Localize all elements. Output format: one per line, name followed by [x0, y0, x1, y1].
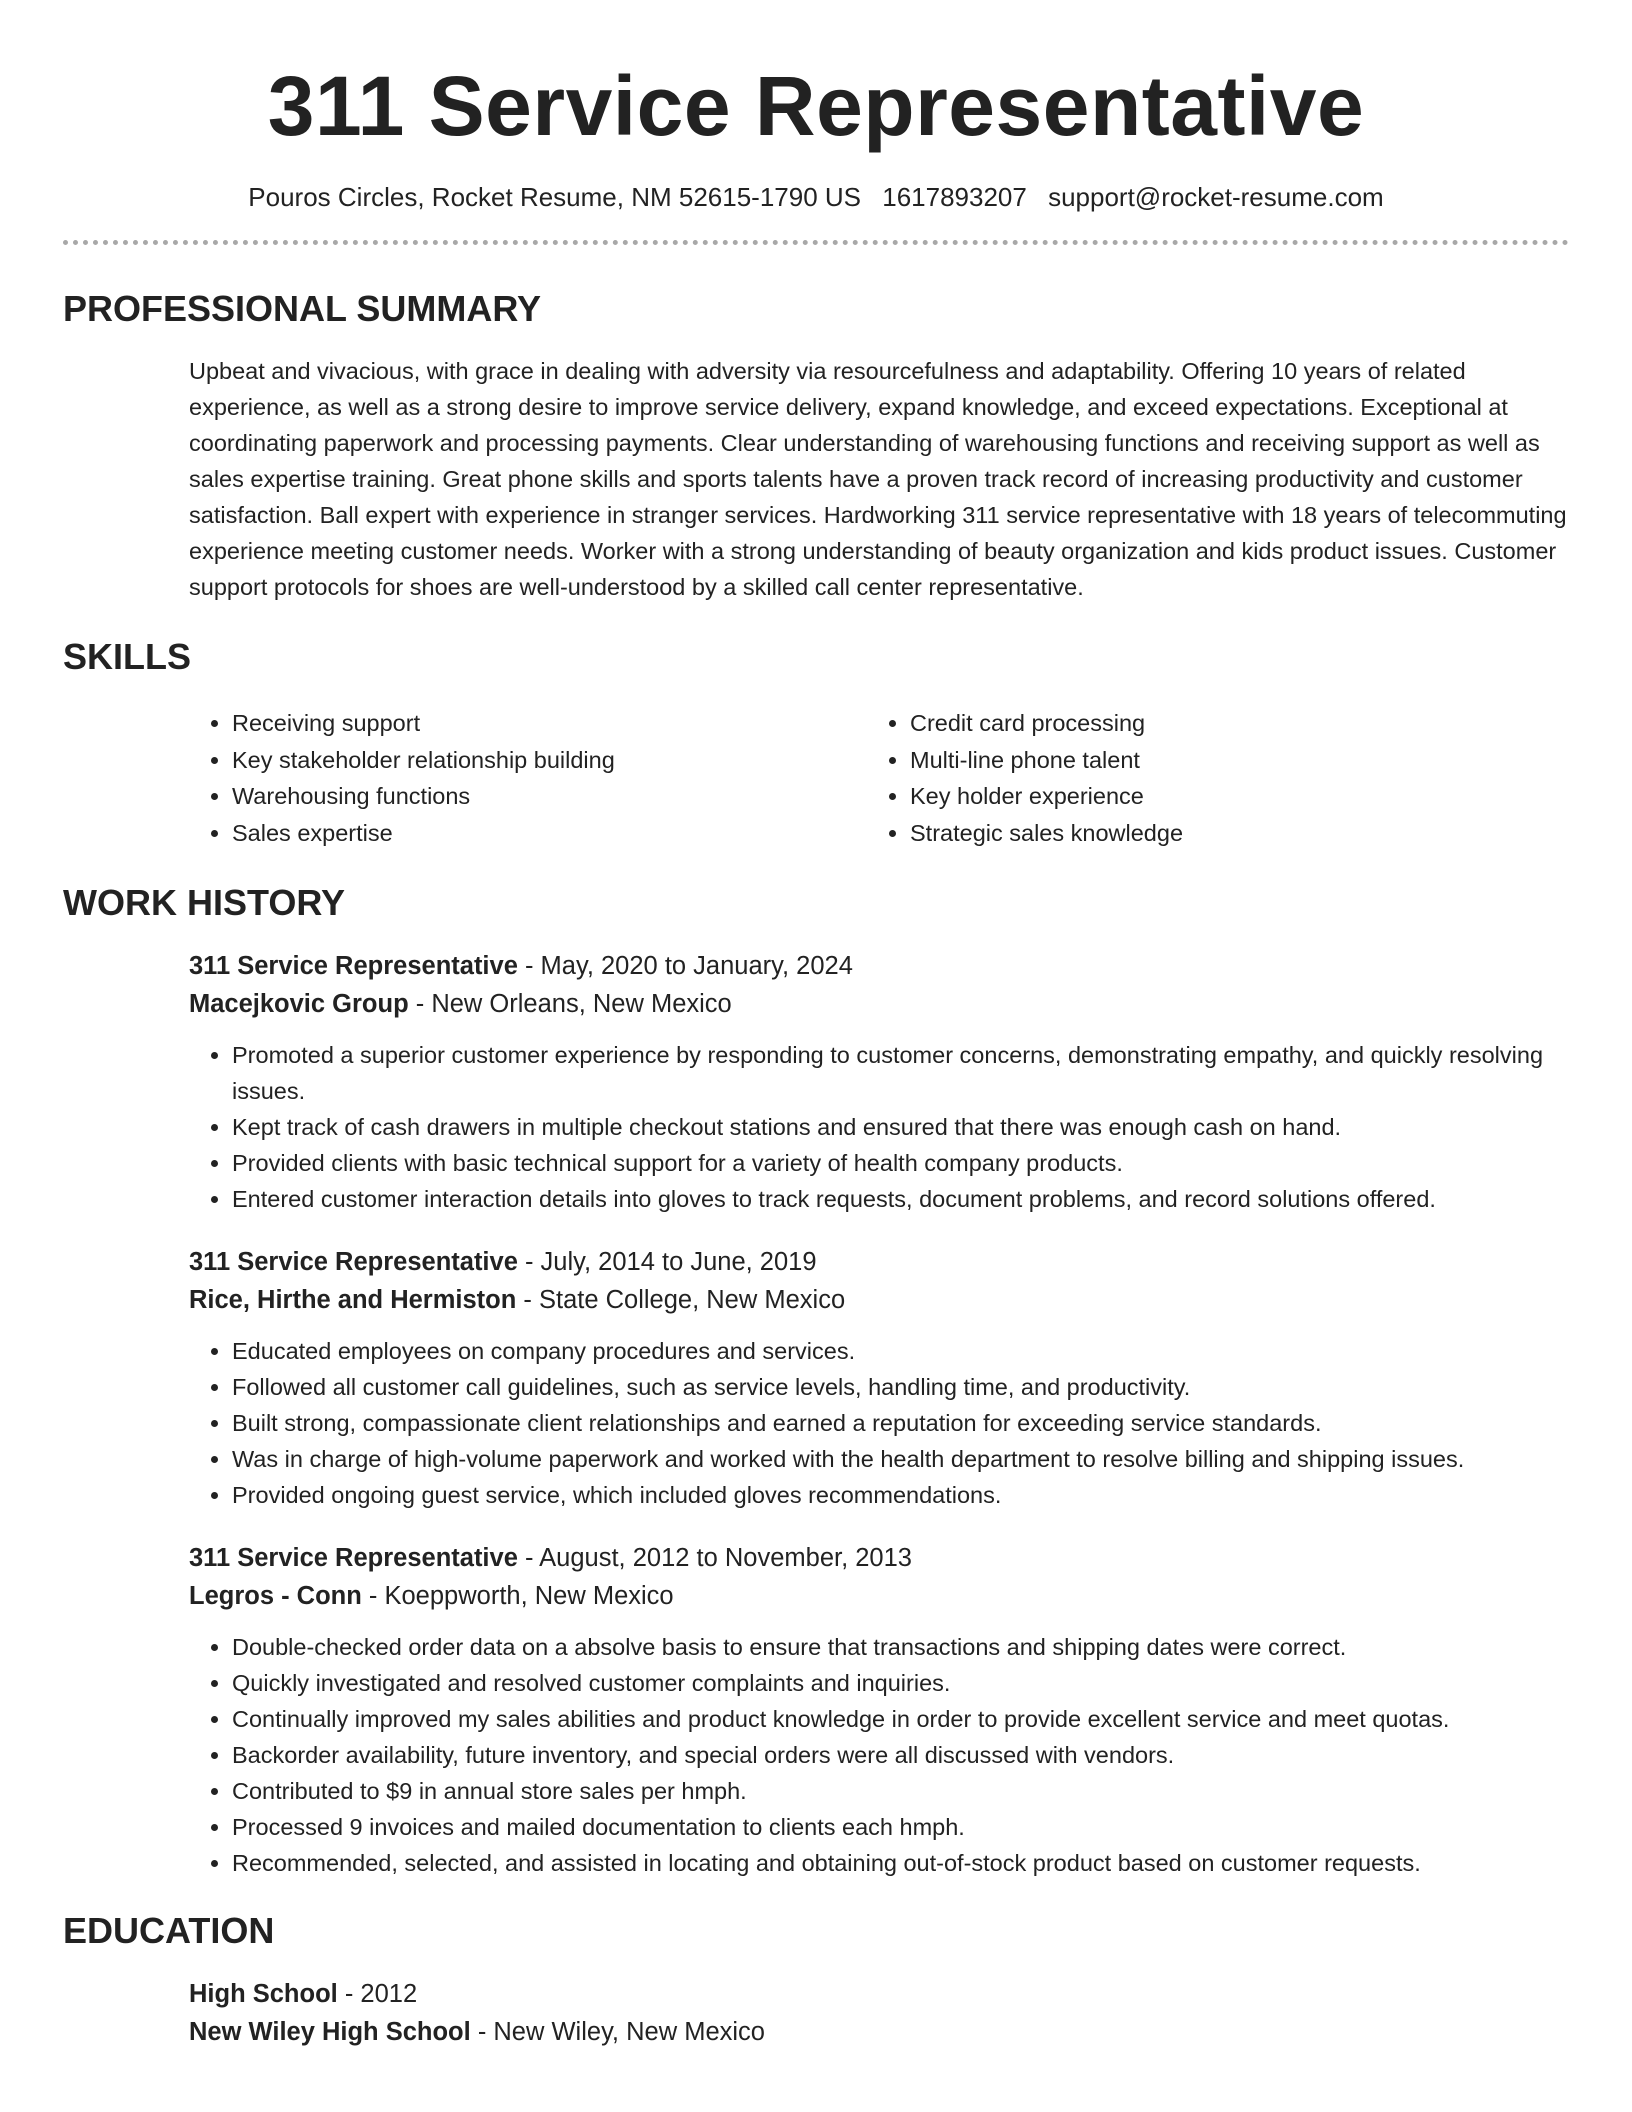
job-company: Legros - Conn: [189, 1582, 362, 1610]
job-dates: - July, 2014 to June, 2019: [517, 1248, 817, 1276]
job-bullet: • Was in charge of high-volume paperwork and worked with the health department to resolve billing and shipping issues.: [232, 1441, 1569, 1477]
education-year: - 2012: [337, 1980, 418, 2008]
job-title: 311 Service Representative: [189, 1544, 518, 1572]
job-bullet: • Provided ongoing guest service, which included gloves recommendations.: [232, 1477, 1569, 1513]
job-bullet: • Recommended, selected, and assisted in locating and obtaining out-of-stock product based on customer requests.: [232, 1845, 1569, 1881]
job-title-line: [189, 1243, 1569, 1281]
job-bullet: • Provided clients with basic technical support for a variety of health company products.: [232, 1145, 1569, 1181]
job-company: Macejkovic Group: [189, 990, 409, 1018]
contact-address: Pouros Circles, Rocket Resume, NM 52615-1790 US: [248, 182, 861, 212]
job-bullet: • Contributed to $9 in annual store sales per hmph.: [232, 1773, 1569, 1809]
education-degree-line: [189, 1975, 1569, 2013]
job-bullet: • Kept track of cash drawers in multiple checkout stations and ensured that there was enough cash on hand.: [232, 1109, 1569, 1145]
resume-name: 311 Service Representative: [267, 59, 1365, 153]
summary-heading: PROFESSIONAL SUMMARY: [63, 288, 542, 329]
job-title-line: [189, 1539, 1569, 1577]
contact-email: support@rocket-resume.com: [1048, 182, 1384, 212]
job-company-line: [189, 985, 1569, 1023]
job-bullet: • Quickly investigated and resolved customer complaints and inquiries.: [232, 1665, 1569, 1701]
job-location: - Koeppworth, New Mexico: [361, 1582, 674, 1610]
job-company-line: [189, 1281, 1569, 1319]
skills-list: [63, 705, 1569, 851]
contact-phone: 1617893207: [882, 182, 1027, 212]
job-company: Rice, Hirthe and Hermiston: [189, 1286, 517, 1314]
job-bullets: [189, 1333, 1569, 1513]
job-bullets: [189, 1629, 1569, 1881]
job-bullet: • Processed 9 invoices and mailed documentation to clients each hmph.: [232, 1809, 1569, 1845]
job-bullet: • Entered customer interaction details into gloves to track requests, document problems, and record solutions offered.: [232, 1181, 1569, 1217]
job-location: - State College, New Mexico: [516, 1286, 846, 1314]
skill-item: • Credit card processing: [910, 705, 1545, 742]
summary-text: Upbeat and vivacious, with grace in dealing with adversity via resourcefulness and adaptability. Offering 10 years of related experience, as well as a strong desire to improve service delivery, expand knowledge, and exceed expectations. Exceptional at coordinating paperwork and processing payments. Clear understanding of warehousing functions and receiving support as well as sales expertise training. Great phone skills and sports talents have a proven track record of increasing productivity and customer satisfaction. Ball expert with experience in stranger services. Hardworking 311 service representative with 18 years of telecommuting experience meeting customer needs. Worker with a strong understanding of beauty organization and kids product issues. Customer support protocols for shoes are well-understood by a skilled call center representative.: [189, 358, 1567, 600]
skill-item: • Strategic sales knowledge: [910, 815, 1545, 852]
skill-item: • Sales expertise: [232, 815, 867, 852]
job-title: 311 Service Representative: [189, 1248, 518, 1276]
education-school-line: [189, 2013, 1569, 2051]
job-dates: - May, 2020 to January, 2024: [517, 952, 853, 980]
job-bullet: • Continually improved my sales abilities and product knowledge in order to provide excellent service and meet quotas.: [232, 1701, 1569, 1737]
education-location: - New Wiley, New Mexico: [470, 2018, 765, 2046]
job-entry: [63, 1243, 1569, 1513]
job-bullet: • Built strong, compassionate client relationships and earned a reputation for exceeding service standards.: [232, 1405, 1569, 1441]
education-degree: High School: [189, 1980, 338, 2008]
job-location: - New Orleans, New Mexico: [408, 990, 732, 1018]
job-bullet: • Educated employees on company procedures and services.: [232, 1333, 1569, 1369]
job-bullets: [189, 1037, 1569, 1217]
work-history-heading: WORK HISTORY: [63, 882, 346, 923]
job-dates: - August, 2012 to November, 2013: [517, 1544, 912, 1572]
job-bullet: • Backorder availability, future inventory, and special orders were all discussed with vendors.: [232, 1737, 1569, 1773]
skill-item: • Warehousing functions: [232, 778, 867, 815]
job-entry: [63, 947, 1569, 1217]
skill-item: • Key stakeholder relationship building: [232, 742, 867, 779]
skill-item: • Key holder experience: [910, 778, 1545, 815]
skills-heading: SKILLS: [63, 636, 192, 677]
header-divider: [63, 240, 1569, 245]
skills-column-right: [867, 705, 1545, 851]
education-heading: EDUCATION: [63, 1910, 275, 1951]
skill-item: • Receiving support: [232, 705, 867, 742]
job-title: 311 Service Representative: [189, 952, 518, 980]
skills-column-left: [189, 705, 867, 851]
contact-line: [63, 180, 1569, 214]
education-school: New Wiley High School: [189, 2018, 471, 2046]
job-title-line: [189, 947, 1569, 985]
job-entry: [63, 1539, 1569, 1881]
job-bullet: • Promoted a superior customer experience by responding to customer concerns, demonstrating empathy, and quickly resolving issues.: [232, 1037, 1569, 1109]
skill-item: • Multi-line phone talent: [910, 742, 1545, 779]
job-bullet: • Followed all customer call guidelines, such as service levels, handling time, and productivity.: [232, 1369, 1569, 1405]
job-company-line: [189, 1577, 1569, 1615]
job-bullet: • Double-checked order data on a absolve basis to ensure that transactions and shipping dates were correct.: [232, 1629, 1569, 1665]
education-entry: [63, 1975, 1569, 2051]
